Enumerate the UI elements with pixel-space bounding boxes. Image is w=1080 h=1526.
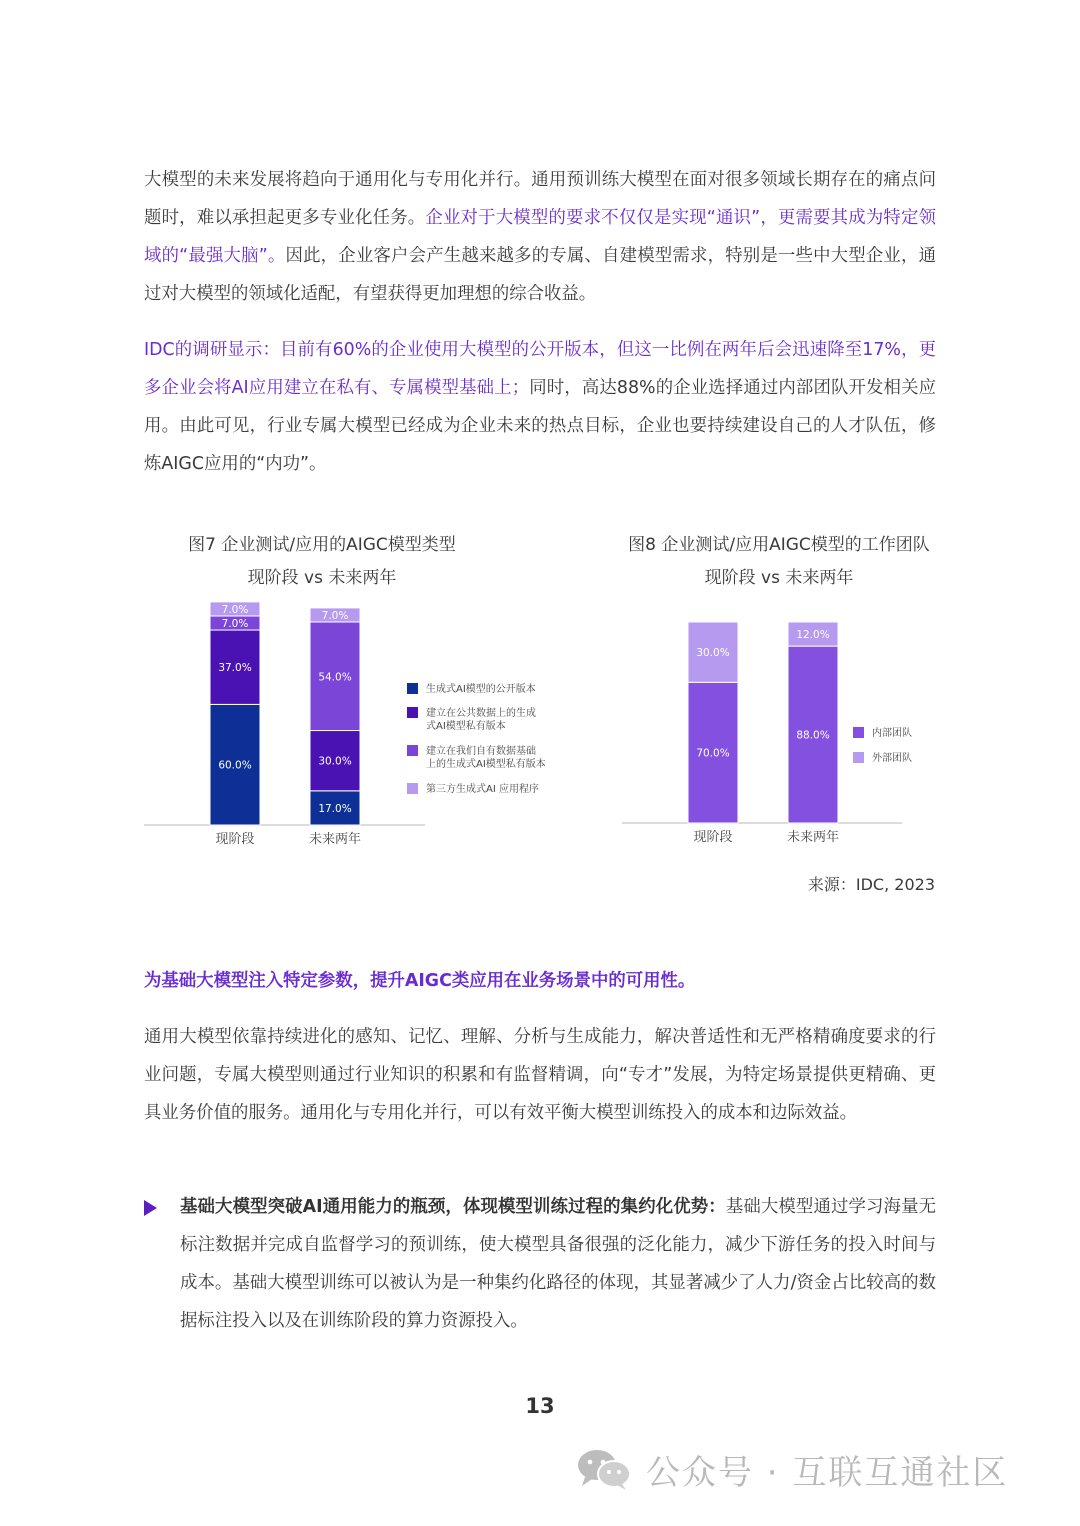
section-heading: 为基础大模型注入特定参数，提升AIGC类应用在业务场景中的可用性。	[144, 971, 696, 991]
chart-7-title: 图7 企业测试/应用的AIGC模型类型	[188, 535, 456, 555]
category-label: 现阶段	[693, 830, 733, 845]
legend-label: 建立在公共数据上的生成	[426, 708, 536, 719]
data-label: 54.0%	[318, 671, 352, 684]
data-label: 7.0%	[321, 609, 349, 622]
legend-label: 外部团队	[872, 753, 912, 764]
data-label: 30.0%	[318, 755, 352, 768]
legend-swatch	[407, 745, 418, 756]
data-label: 60.0%	[218, 759, 252, 772]
bullet-bold-lead: 基础大模型突破AI通用能力的瓶颈，体现模型训练过程的集约化优势：	[180, 1197, 726, 1217]
data-label: 7.0%	[221, 603, 249, 616]
chart-8	[580, 600, 1000, 860]
watermark-text: 公众号 · 互联互通社区	[646, 1452, 1009, 1493]
paragraph-2	[144, 331, 936, 483]
data-label: 70.0%	[696, 747, 730, 760]
paragraph-3: 通用大模型依靠持续进化的感知、记忆、理解、分析与生成能力，解决普适性和无严格精确度要求的行业问题，专属大模型则通过行业知识的积累和有监督精调，向“专才”发展，为特定场景提供更精确、更具业务价值的服务。通用化与专用化并行，可以有效平衡大模型训练投入的成本和边际效益。	[144, 1027, 936, 1123]
paragraph-1-highlight: 企业对于大模型的要求不仅仅是实现“通识”，更需要其成为特定领域的“最强大脑”。	[144, 208, 936, 266]
legend-label: 内部团队	[872, 728, 912, 739]
category-label: 未来两年	[786, 830, 840, 845]
legend-label: 建立在我们自有数据基础	[426, 746, 536, 757]
data-label: 17.0%	[318, 802, 352, 815]
category-label: 未来两年	[308, 832, 362, 847]
legend-label: 生成式AI模型的公开版本	[426, 684, 536, 695]
paragraph-1	[144, 161, 936, 313]
legend-swatch	[853, 752, 864, 763]
source-note: 来源：IDC, 2023	[807, 875, 935, 894]
legend-swatch	[407, 707, 418, 718]
data-label: 37.0%	[218, 662, 252, 675]
paragraph-1-text-c: 因此，企业客户会产生越来越多的专属、自建模型需求，特别是一些中大型企业，通过对大模型的领域化适配，有望获得更加理想的综合收益。	[144, 246, 936, 304]
bullet-text	[180, 1188, 936, 1340]
data-label: 12.0%	[796, 629, 830, 642]
legend-swatch	[407, 683, 418, 694]
legend-label: 第三方生成式AI 应用程序	[426, 784, 539, 795]
chart-7	[0, 600, 600, 860]
chart-8-title-block	[594, 529, 964, 595]
legend-swatch	[407, 783, 418, 794]
chart-8-subtitle: 现阶段 vs 未来两年	[704, 568, 854, 588]
legend-label: 式AI模型私有版本	[426, 721, 506, 732]
triangle-bullet-icon	[144, 1200, 157, 1216]
chart-8-title: 图8 企业测试/应用AIGC模型的工作团队	[628, 535, 930, 555]
legend-label: 上的生成式AI模型私有版本	[426, 759, 546, 770]
data-label: 88.0%	[796, 729, 830, 742]
wechat-icon	[576, 1447, 632, 1491]
bullet-body: 基础大模型通过学习海量无标注数据并完成自监督学习的预训练，使大模型具备很强的泛化能力，减少下游任务的投入时间与成本。基础大模型训练可以被认为是一种集约化路径的体现，其显著减少了人力/资金占比较高的数据标注投入以及在训练阶段的算力资源投入。	[180, 1197, 936, 1331]
chart-7-subtitle: 现阶段 vs 未来两年	[247, 568, 397, 588]
watermark	[576, 1441, 1008, 1497]
paragraph-1-text-a: 大模型的未来发展将趋向于通用化与专用化并行。通用预训练大模型在面对很多领域长期存在的痛点问题时，难以承担起更多专业化任务。	[144, 170, 936, 228]
legend-swatch	[853, 727, 864, 738]
chart-7-title-block	[142, 529, 502, 595]
category-label: 现阶段	[215, 832, 255, 847]
data-label: 7.0%	[221, 617, 249, 630]
data-label: 30.0%	[696, 647, 730, 660]
paragraph-2-highlight: IDC的调研显示：目前有60%的企业使用大模型的公开版本，但这一比例在两年后会迅速降至17%，更多企业会将AI应用建立在私有、专属模型基础上；	[144, 340, 936, 398]
paragraph-2-text-b: 同时，高达88%的企业选择通过内部团队开发相关应用。由此可见，行业专属大模型已经成为企业未来的热点目标，企业也要持续建设自己的人才队伍，修炼AIGC应用的“内功”。	[144, 378, 937, 474]
bullet-item	[144, 1188, 936, 1340]
page-number: 13	[525, 1394, 555, 1418]
